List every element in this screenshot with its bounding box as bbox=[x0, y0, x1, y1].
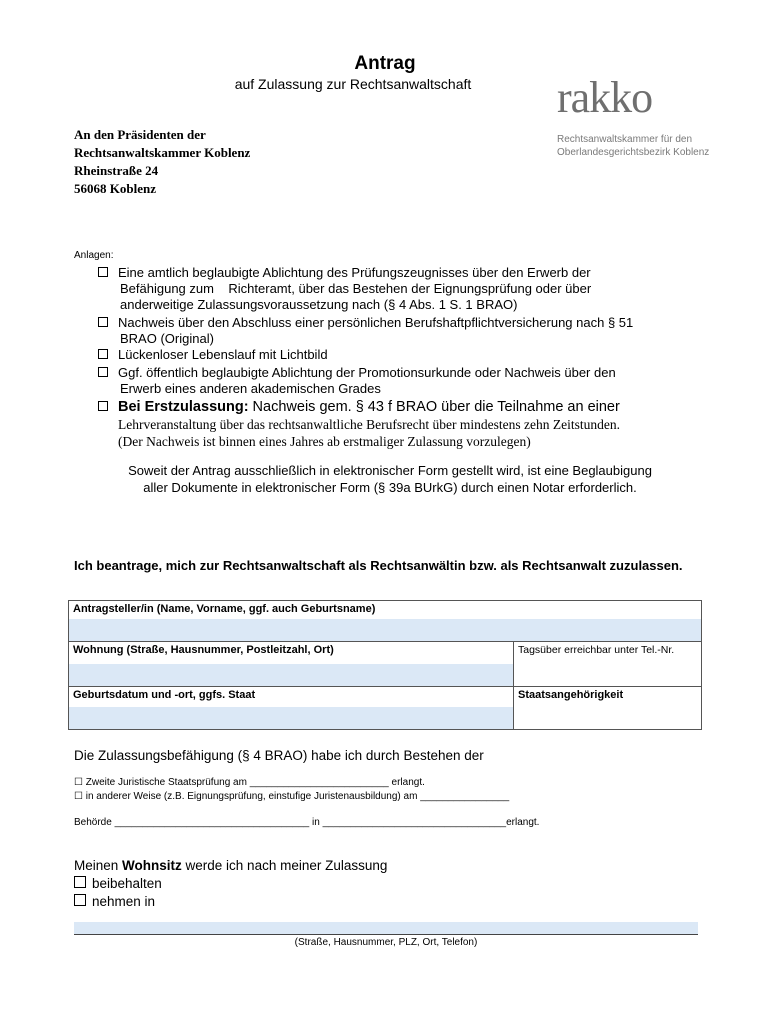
anlage-item-2-line1: Nachweis über den Abschluss einer persönlichen Berufshaftpflichtversicherung nach § 51 bbox=[118, 315, 634, 330]
anlage-item-5-line1: Nachweis gem. § 43 f BRAO über die Teilnahme an einer bbox=[248, 399, 620, 415]
residence-label: Wohnung (Straße, Hausnummer, Postleitzahl, Ort) bbox=[73, 644, 334, 656]
nationality-input[interactable] bbox=[514, 707, 701, 729]
residence-input[interactable] bbox=[69, 664, 513, 686]
applicant-cell bbox=[69, 601, 702, 642]
rakko-logo: rakko bbox=[557, 73, 653, 122]
residence-keep-label: beibehalten bbox=[92, 876, 162, 891]
document-title: Antrag bbox=[354, 53, 416, 74]
anlage-item-4-line2: Erwerb eines anderen akademischen Grades bbox=[120, 381, 381, 396]
logo-subtitle-line1: Rechtsanwaltskammer für den bbox=[557, 134, 693, 145]
logo-subtitle-line2: Oberlandesgerichtsbezirk Koblenz bbox=[557, 147, 710, 158]
document-subtitle: auf Zulassung zur Rechtsanwaltschaft bbox=[234, 76, 472, 92]
anlage-item-2 bbox=[98, 315, 698, 347]
nationality-label: Staatsangehörigkeit bbox=[518, 689, 624, 701]
residence-cell bbox=[69, 642, 514, 687]
anlage-item-5-bold: Bei Erstzulassung: bbox=[118, 399, 249, 415]
residence-take-label: nehmen in bbox=[92, 894, 156, 909]
qualification-option-exam[interactable]: ☐ Zweite Juristische Staatsprüfung am _________________________ erlangt. bbox=[74, 777, 425, 788]
nationality-cell bbox=[514, 687, 702, 730]
phone-cell bbox=[514, 642, 702, 687]
phone-label: Tagsüber erreichbar unter Tel.-Nr. bbox=[518, 644, 675, 656]
anlage-item-4 bbox=[98, 365, 698, 397]
qualification-option-other[interactable]: ☐ in anderer Weise (z.B. Eignungsprüfung, einstufige Juristenausbildung) am ________________ bbox=[74, 791, 510, 802]
address-line2: Rechtsanwaltskammer Koblenz bbox=[74, 145, 251, 160]
anlage-item-5-line2: Lehrveranstaltung über das rechtsanwaltliche Berufsrecht über mindestens zehn Zeitstunden. bbox=[118, 417, 620, 432]
birth-input[interactable] bbox=[69, 707, 513, 729]
anlage-item-3-line1: Lückenloser Lebenslauf mit Lichtbild bbox=[118, 347, 328, 362]
residence-keep-checkbox[interactable] bbox=[74, 876, 86, 888]
anlage-item-1-line1: Eine amtlich beglaubigte Ablichtung des Prüfungszeugnisses über den Erwerb der bbox=[118, 265, 591, 280]
electronic-form-note bbox=[80, 462, 700, 496]
anlage-checkbox-3[interactable] bbox=[98, 349, 108, 359]
birth-label: Geburtsdatum und -ort, ggfs. Staat bbox=[73, 689, 256, 701]
address-line3: Rheinstraße 24 bbox=[74, 163, 159, 178]
phone-input[interactable] bbox=[514, 664, 701, 686]
anlage-item-1-line3: anderweitige Zulassungsvoraussetzung nach (§ 4 Abs. 1 S. 1 BRAO) bbox=[120, 297, 518, 312]
birth-cell bbox=[69, 687, 514, 730]
anlage-item-1-line2: Befähigung zum Richteramt, über das Bestehen der Eignungsprüfung oder über bbox=[120, 281, 592, 296]
note-line2: aller Dokumente in elektronischer Form (§ 39a BUrkG) durch einen Notar erforderlich. bbox=[143, 480, 637, 495]
admission-request-statement: Ich beantrage, mich zur Rechtsanwaltschaft als Rechtsanwältin bzw. als Rechtsanwalt zuzulassen. bbox=[74, 558, 683, 573]
applicant-form-table bbox=[68, 600, 702, 730]
recipient-address bbox=[74, 126, 250, 198]
residence-intro-post: werde ich nach meiner Zulassung bbox=[181, 858, 388, 873]
anlage-item-2-line2: BRAO (Original) bbox=[120, 331, 214, 346]
residence-address-input[interactable] bbox=[74, 922, 698, 935]
anlage-checkbox-1[interactable] bbox=[98, 267, 108, 277]
residence-intro-bold: Wohnsitz bbox=[122, 858, 182, 873]
anlage-item-5 bbox=[98, 399, 698, 415]
address-line4: 56068 Koblenz bbox=[74, 181, 156, 196]
anlage-checkbox-5[interactable] bbox=[98, 401, 108, 411]
anlage-item-4-line1: Ggf. öffentlich beglaubigte Ablichtung der Promotionsurkunde oder Nachweis über den bbox=[118, 365, 616, 380]
applicant-input[interactable] bbox=[69, 619, 701, 641]
residence-take-checkbox[interactable] bbox=[74, 894, 86, 906]
residence-address-caption: (Straße, Hausnummer, PLZ, Ort, Telefon) bbox=[294, 937, 478, 948]
anlage-item-1 bbox=[98, 265, 698, 313]
anlage-item-5-line3: (Der Nachweis ist binnen eines Jahres ab erstmaliger Zulassung vorzulegen) bbox=[118, 434, 531, 449]
logo-subtitle bbox=[557, 133, 709, 159]
note-line1: Soweit der Antrag ausschließlich in elektronischer Form gestellt wird, ist eine Beglaubigung bbox=[128, 463, 652, 478]
residence-intro bbox=[74, 857, 387, 875]
anlage-checkbox-2[interactable] bbox=[98, 317, 108, 327]
anlage-item-3 bbox=[98, 347, 698, 363]
address-line1: An den Präsidenten der bbox=[74, 127, 206, 142]
residence-section bbox=[74, 857, 387, 911]
qualification-intro: Die Zulassungsbefähigung (§ 4 BRAO) habe ich durch Bestehen der bbox=[74, 748, 484, 763]
qualification-authority[interactable]: Behörde ___________________________________ in _________________________________erlangt. bbox=[74, 817, 540, 828]
anlage-checkbox-4[interactable] bbox=[98, 367, 108, 377]
applicant-label: Antragsteller/in (Name, Vorname, ggf. auch Geburtsname) bbox=[73, 603, 376, 615]
anlagen-label: Anlagen: bbox=[74, 250, 114, 261]
residence-intro-pre: Meinen bbox=[74, 858, 123, 873]
